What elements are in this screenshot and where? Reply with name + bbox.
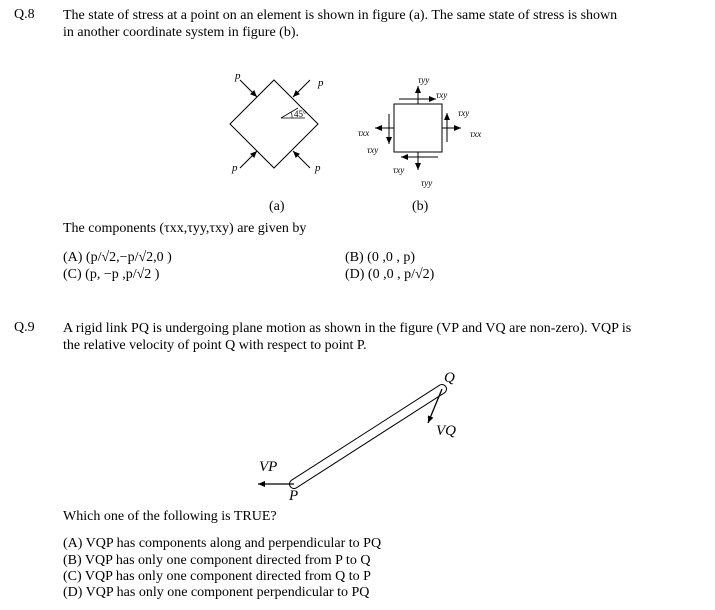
fig-b-tyy-top: τyy — [418, 75, 430, 85]
fig-b-txx-left: τxx — [358, 128, 370, 138]
fig-b-txy-bottom: τxy — [393, 165, 405, 175]
q8-stem-line-2: in another coordinate system in figure (b). — [63, 25, 299, 40]
fig-a-p-label-bl: p — [232, 162, 238, 174]
q9-option-a[interactable]: (A) VQP has components along and perpendicular to PQ — [63, 536, 382, 551]
fig-a-p-label-tr: p — [318, 77, 324, 89]
fig-a-caption: (a) — [269, 199, 285, 214]
q9-stem-line-2: the relative velocity of point Q with respect to point P. — [63, 338, 367, 353]
fig-a-arrow-top-left — [240, 80, 257, 97]
q8-option-b[interactable]: (B) (0 ,0 , p) — [345, 250, 415, 265]
q9-label-q: Q — [444, 370, 455, 386]
q9-option-c[interactable]: (C) VQP has only one component directed from Q to P — [63, 569, 371, 584]
question-number-8: Q.8 — [14, 7, 35, 22]
fig-b-txy-top: τxy — [436, 90, 448, 100]
fig-b-caption: (b) — [412, 199, 429, 214]
fig-b-element — [375, 86, 461, 170]
q9-option-b[interactable]: (B) VQP has only one component directed from P to Q — [63, 553, 371, 568]
fig-b-txx-right: τxx — [470, 129, 482, 139]
question-number-9: Q.9 — [14, 320, 35, 335]
fig-a-p-label-tl: p — [235, 70, 241, 82]
q8-stem-line-1: The state of stress at a point on an element is shown in figure (a). The same state of stress is shown — [63, 8, 618, 23]
q8-option-d[interactable]: (D) (0 ,0 , p/√2) — [345, 267, 435, 282]
fig-a-p-label-br: p — [315, 162, 321, 174]
q8-components-line: The components (τxx,τyy,τxy) are given by — [63, 221, 307, 236]
fig-b-tyy-bottom: τyy — [421, 178, 433, 188]
q9-label-p: P — [289, 488, 299, 504]
fig-a-arrow-bottom-left — [240, 151, 257, 168]
fig-b-txy-left: τxy — [367, 145, 379, 155]
q9-option-d[interactable]: (D) VQP has only one component perpendicular to PQ — [63, 585, 370, 600]
fig-a-element — [230, 80, 318, 168]
q9-label-vp: VP — [259, 459, 278, 475]
q8-option-a[interactable]: (A) (p/√2,−p/√2,0 ) — [63, 250, 172, 265]
q9-stem-line-1: A rigid link PQ is undergoing plane motion as shown in the figure (VP and VQ are non-zero). VQP is — [63, 321, 632, 336]
q9-label-vq: VQ — [436, 423, 456, 439]
fig-a-arrow-top-right — [293, 80, 310, 97]
fig-a-arrow-bottom-right — [293, 151, 310, 168]
fig-b-txy-right: τxy — [458, 108, 470, 118]
q8-option-c[interactable]: (C) (p, −p ,p/√2 ) — [63, 267, 160, 282]
q9-question: Which one of the following is TRUE? — [63, 509, 277, 524]
q9-link-figure — [258, 389, 442, 484]
fig-a-angle-label: 45° — [294, 109, 307, 119]
